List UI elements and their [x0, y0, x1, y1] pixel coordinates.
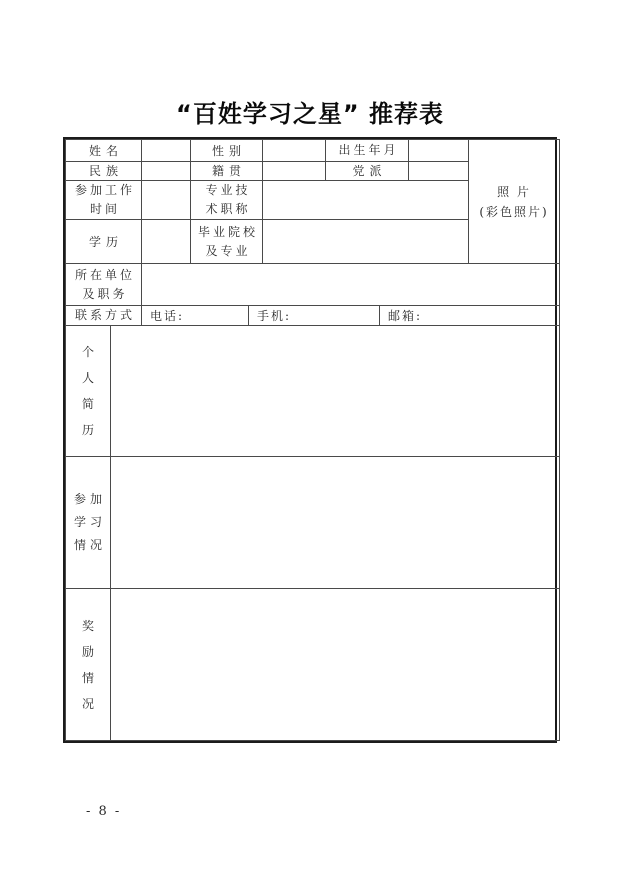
- graduation-label-line2: 及专业: [205, 243, 251, 258]
- birth-date-label: 出生年月: [326, 140, 409, 162]
- work-start-label-line1: 参加工作: [74, 183, 135, 197]
- resume-label: [66, 326, 111, 457]
- prof-title-field: [263, 181, 469, 220]
- mobile-field: [249, 306, 380, 326]
- resume-label-line2: 人: [81, 371, 98, 385]
- resume-label-line1: 个: [81, 345, 98, 359]
- graduation-field: [263, 220, 469, 264]
- phone-label: 电话:: [150, 309, 185, 323]
- award-label: [66, 589, 111, 741]
- graduation-label: [191, 220, 263, 264]
- resume-label-line4: 历: [81, 423, 98, 437]
- birth-date-field: [409, 140, 469, 162]
- native-place-field: [263, 162, 326, 181]
- unit-label-line1: 所在单位: [74, 267, 135, 282]
- unit-label-line2: 及职务: [82, 286, 128, 301]
- education-label: 学历: [66, 220, 142, 264]
- prof-title-label-line2: 术职称: [205, 202, 251, 216]
- education-field: [142, 220, 191, 264]
- photo-label-line2: (彩色照片): [479, 204, 549, 219]
- party-label: 党派: [326, 162, 409, 181]
- contact-label: 联系方式: [66, 306, 142, 326]
- contact-section: [65, 305, 560, 326]
- study-label: [66, 457, 111, 589]
- phone-field: [142, 306, 249, 326]
- recommendation-form-table: [63, 137, 557, 743]
- basic-info-section: [65, 139, 560, 306]
- ethnicity-field: [142, 162, 191, 181]
- work-start-field: [142, 181, 191, 220]
- email-label: 邮箱:: [388, 309, 423, 323]
- award-label-line2: 励: [81, 644, 98, 659]
- name-label: 姓名: [66, 140, 142, 162]
- award-label-line4: 况: [81, 696, 98, 711]
- prof-title-label: [191, 181, 263, 220]
- study-label-line1: 参加: [73, 492, 106, 506]
- name-field: [142, 140, 191, 162]
- mobile-label: 手机:: [257, 309, 292, 323]
- work-start-label-line2: 时间: [89, 202, 120, 216]
- graduation-label-line1: 毕业院校: [197, 224, 258, 239]
- study-field: [111, 457, 560, 589]
- detail-sections: [65, 325, 560, 741]
- award-label-line3: 情: [81, 670, 98, 685]
- email-field: [380, 306, 560, 326]
- unit-field: [142, 264, 560, 306]
- study-label-line3: 情况: [73, 538, 106, 552]
- study-label-line2: 学习: [73, 515, 106, 529]
- party-field: [409, 162, 469, 181]
- gender-label: 性别: [191, 140, 263, 162]
- resume-label-line3: 简: [81, 397, 98, 411]
- work-start-label: [66, 181, 142, 220]
- native-place-label: 籍贯: [191, 162, 263, 181]
- prof-title-label-line1: 专业技: [205, 183, 251, 197]
- resume-field: [111, 326, 560, 457]
- award-label-line1: 奖: [81, 618, 98, 633]
- page-title: “百姓学习之星” 推荐表: [176, 100, 444, 128]
- award-field: [111, 589, 560, 741]
- page-number: - 8 -: [86, 804, 122, 819]
- photo-label-line1: 照 片: [497, 184, 531, 199]
- photo-cell: [469, 140, 560, 264]
- ethnicity-label: 民族: [66, 162, 142, 181]
- gender-field: [263, 140, 326, 162]
- unit-label: [66, 264, 142, 306]
